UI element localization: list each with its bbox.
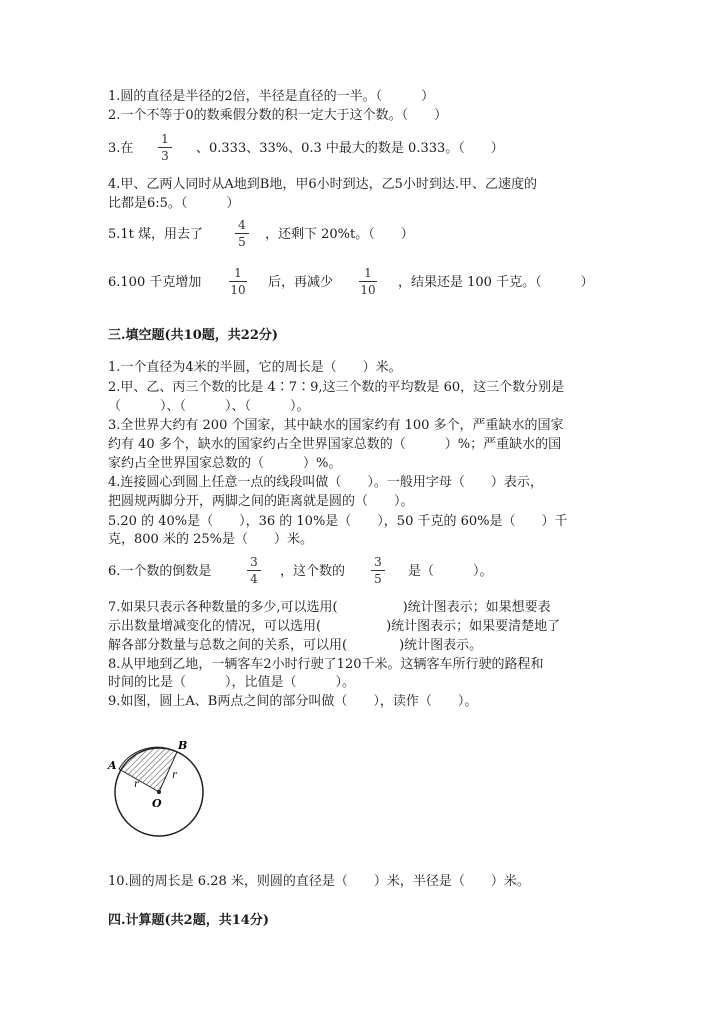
fraction-denominator: 10: [230, 283, 246, 297]
fill-q6-fraction2: [371, 555, 385, 586]
judge-q3-pre: 3.在: [108, 141, 134, 156]
judge-q6-fraction1: [229, 266, 247, 297]
section4-title: 四.计算题(共2题，共14分): [108, 913, 269, 928]
judge-q6-post: ，结果还是 100 千克。（ ）: [398, 275, 594, 290]
circle-arc-figure: [105, 735, 225, 845]
fraction-numerator: 1: [364, 266, 372, 280]
judge-q1: 1.圆的直径是半径的2倍，半径是直径的一半。（ ）: [108, 89, 435, 104]
fraction-denominator: 5: [238, 235, 246, 249]
fill-q6-fraction1: [247, 555, 261, 586]
judge-q5-fraction: [235, 218, 249, 249]
judge-q5-post: ，还剩下 20%t。（ ）: [265, 227, 414, 242]
judge-q3-post: 、0.333、33%、0.3 中最大的数是 0.333。（ ）: [196, 141, 504, 156]
label-r-right: r: [172, 770, 177, 781]
fill-q6-mid: ，这个数的: [280, 564, 346, 579]
judge-q6-pre: 6.100 千克增加: [108, 275, 202, 290]
fill-q10: 10.圆的周长是 6.28 米，则圆的直径是（ ）米，半径是（ ）米。: [108, 874, 530, 889]
fraction-numerator: 3: [250, 555, 258, 569]
fill-q1: 1.一个直径为4米的半圆，它的周长是（ ）米。: [108, 360, 402, 375]
fill-q7-line3: 解各部分数量与总数之间的关系，可以用( )统计图表示。: [108, 638, 483, 653]
judge-q6-mid: 后，再减少: [268, 275, 334, 290]
section3-title: 三.填空题(共10题，共22分): [108, 328, 279, 343]
label-r-left: r: [134, 779, 139, 790]
fill-q5-line2: 克，800 米的 25%是（ ）米。: [108, 532, 313, 547]
judge-q4-line2: 比都是6:5。（ ）: [108, 196, 240, 211]
label-a: A: [108, 759, 117, 772]
fraction-denominator: 5: [374, 572, 382, 586]
fill-q3-line2: 约有 40 多个，缺水的国家约占全世界国家总数的（ ）%；严重缺水的国: [108, 437, 562, 452]
fraction-denominator: 4: [250, 572, 258, 586]
judge-q5-pre: 5.1t 煤，用去了: [108, 227, 204, 242]
fill-q2-line2: （ ）、（ ）、（ ）。: [108, 399, 310, 414]
fill-q7-line1: 7.如果只表示各种数量的多少,可以选用( )统计图表示；如果想要表: [108, 600, 551, 615]
fill-q6-post: 是（ ）。: [408, 564, 493, 579]
fill-q7-line2: 示出数量增减变化的情况，可以选用( )统计图表示；如果要清楚地了: [108, 619, 561, 634]
fill-q8-line1: 8.从甲地到乙地，一辆客车2小时行驶了120千米。这辆客车所行驶的路程和: [108, 657, 544, 672]
label-o: O: [152, 797, 162, 810]
label-b: B: [178, 739, 188, 752]
fraction-numerator: 3: [374, 555, 382, 569]
judge-q6-fraction2: [359, 266, 377, 297]
fraction-denominator: 10: [360, 283, 376, 297]
center-point: [157, 790, 161, 794]
fill-q6-pre: 6.一个数的倒数是: [108, 564, 212, 579]
fraction-numerator: 1: [161, 132, 169, 146]
fraction-numerator: 4: [238, 218, 246, 232]
fill-q8-line2: 时间的比是（ ），比值是（ ）。: [108, 675, 356, 690]
fill-q4-line2: 把圆规两脚分开，两脚之间的距离就是圆的（ ）。: [108, 494, 414, 509]
judge-q3-fraction: [158, 132, 172, 163]
fill-q3-line1: 3.全世界大约有 200 个国家，其中缺水的国家约有 100 多个，严重缺水的国家: [108, 418, 564, 433]
fill-q3-line3: 家约占全世界国家总数的（ ）%。: [108, 456, 342, 471]
judge-q2: 2.一个不等于0的数乘假分数的积一定大于这个数。（ ）: [108, 108, 448, 123]
fill-q5-line1: 5.20 的 40%是（ ），36 的 10%是（ ），50 千克的 60%是（ ）千: [108, 514, 568, 529]
fill-q4-line1: 4.连接圆心到圆上任意一点的线段叫做（ ）。一般用字母（ ）表示，: [108, 475, 543, 490]
fill-q2-line1: 2.甲、乙、丙三个数的比是 4∶7∶9,这三个数的平均数是 60，这三个数分别是: [108, 380, 565, 395]
sector-shaded: [119, 747, 177, 792]
judge-q4-line1: 4.甲、乙两人同时从A地到B地，甲6小时到达，乙5小时到达.甲、乙速度的: [108, 177, 538, 192]
fill-q9: 9.如图，圆上A、B两点之间的部分叫做（ ），读作（ ）。: [108, 694, 478, 709]
fraction-denominator: 3: [161, 149, 169, 163]
fraction-numerator: 1: [234, 266, 242, 280]
